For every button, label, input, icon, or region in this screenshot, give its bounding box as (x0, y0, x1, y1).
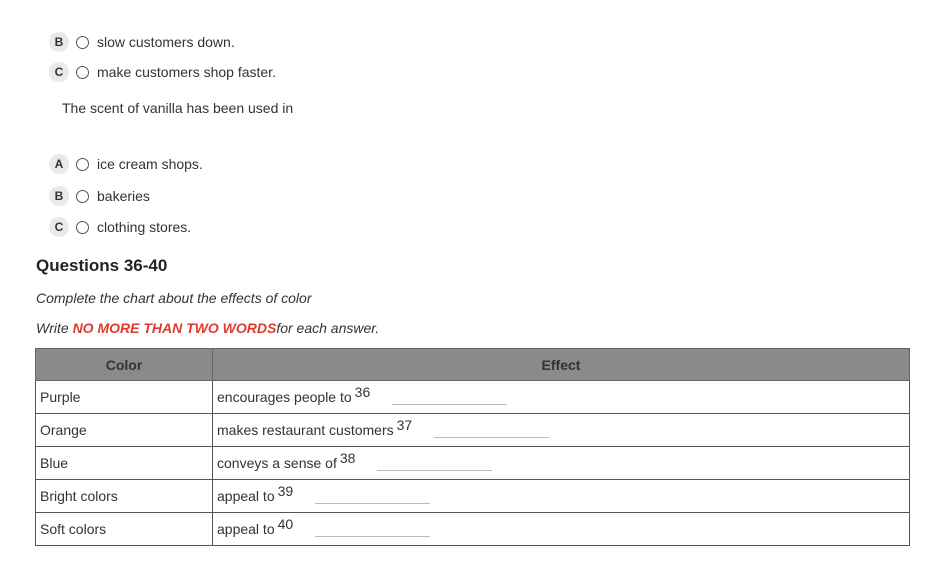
answer-blank-36[interactable] (392, 390, 507, 405)
option-letter-badge: B (49, 186, 69, 206)
header-color: Color (36, 349, 213, 381)
question-number: 38 (339, 450, 356, 466)
effect-cell (213, 414, 910, 447)
color-cell: Blue (36, 447, 213, 480)
option-letter-badge: A (49, 154, 69, 174)
option-letter-badge: C (49, 62, 69, 82)
option-text: bakeries (97, 188, 150, 204)
color-cell: Purple (36, 381, 213, 414)
color-cell: Orange (36, 414, 213, 447)
color-cell: Bright colors (36, 480, 213, 513)
radio-button[interactable] (76, 36, 89, 49)
radio-button[interactable] (76, 66, 89, 79)
option-text: ice cream shops. (97, 156, 203, 172)
effect-text: conveys a sense of (217, 455, 337, 471)
question-number: 37 (396, 417, 413, 433)
effect-text: encourages people to (217, 389, 352, 405)
option-text: slow customers down. (97, 34, 235, 50)
color-effects-table (35, 348, 910, 546)
option-letter-badge: B (49, 32, 69, 52)
table-row (36, 513, 910, 546)
question-35-text: The scent of vanilla has been used in (62, 100, 294, 116)
instruction-prefix: Write (36, 320, 73, 336)
effect-cell (213, 480, 910, 513)
question-number: 36 (354, 384, 371, 400)
effect-cell (213, 513, 910, 546)
option-text: clothing stores. (97, 219, 192, 235)
option-b-prev[interactable] (49, 31, 235, 53)
table-row (36, 381, 910, 414)
answer-blank-37[interactable] (434, 423, 549, 438)
instruction-suffix: for each answer. (276, 320, 380, 336)
instruction-word-limit (36, 320, 379, 336)
section-heading: Questions 36-40 (36, 256, 168, 275)
effect-text: appeal to (217, 521, 275, 537)
word-limit-emphasis: NO MORE THAN TWO WORDS (72, 320, 277, 336)
question-number: 39 (277, 483, 294, 499)
option-text: make customers shop faster. (97, 64, 276, 80)
answer-blank-39[interactable] (315, 489, 430, 504)
option-a-q35[interactable] (49, 153, 203, 175)
effect-text: makes restaurant customers (217, 422, 394, 438)
answer-blank-38[interactable] (377, 456, 492, 471)
option-c-prev[interactable] (49, 61, 276, 83)
table-row (36, 480, 910, 513)
effect-text: appeal to (217, 488, 275, 504)
radio-button[interactable] (76, 221, 89, 234)
question-number: 40 (277, 516, 294, 532)
answer-blank-40[interactable] (315, 522, 430, 537)
header-effect: Effect (213, 349, 910, 381)
option-b-q35[interactable] (49, 185, 150, 207)
table-row (36, 447, 910, 480)
table-header-row (36, 349, 910, 381)
radio-button[interactable] (76, 158, 89, 171)
effect-cell (213, 447, 910, 480)
table-row (36, 414, 910, 447)
effect-cell (213, 381, 910, 414)
radio-button[interactable] (76, 190, 89, 203)
option-letter-badge: C (49, 217, 69, 237)
instruction-complete-chart: Complete the chart about the effects of color (36, 290, 312, 306)
option-c-q35[interactable] (49, 216, 191, 238)
color-cell: Soft colors (36, 513, 213, 546)
